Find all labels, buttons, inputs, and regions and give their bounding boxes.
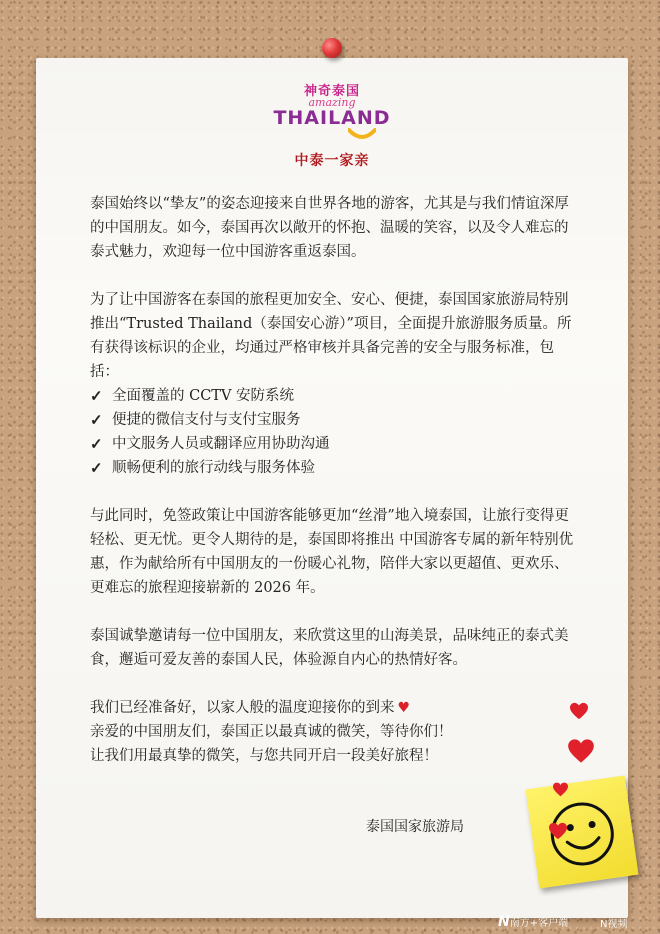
list-item	[90, 432, 576, 456]
thailand-smile-swoosh-icon	[348, 128, 376, 142]
list-item-text: 中文服务人员或翻译应用协助沟通	[112, 436, 330, 452]
watermark-left-text: 南方+客户端	[509, 918, 569, 929]
signature: 泰国国家旅游局	[366, 819, 464, 835]
smiley-face-icon	[526, 776, 639, 889]
checkmark-icon: ✓	[90, 435, 103, 453]
closing-line: 亲爱的中国朋友们，泰国正以最真诚的微笑，等待你们！	[90, 724, 453, 740]
list-item	[90, 456, 576, 480]
letter-body	[90, 192, 576, 768]
paragraph-trusted-thailand: 为了让中国游客在泰国的旅程更加安全、安心、便捷，泰国国家旅游局特别推出“Trusted Thailand（泰国安心游）”项目，全面提升旅游服务质量。所有获得该标识的企业，均通过严格审核并具备完善的安全与服务标准，包括：	[90, 292, 572, 380]
watermark-nanfang	[498, 914, 568, 930]
logo-slogan: 中泰一家亲	[294, 153, 370, 169]
service-checklist	[90, 384, 576, 480]
sticky-note	[526, 776, 639, 889]
list-item-text: 便捷的微信支付与支付宝服务	[112, 412, 301, 428]
paragraph-invitation: 泰国诚挚邀请每一位中国朋友，来欣赏这里的山海美景，品味纯正的泰式美食，邂逅可爱友善的泰国人民，体验源自内心的热情好客。	[90, 628, 569, 668]
heart-icon	[548, 822, 568, 840]
closing-line-text: 我们已经准备好，以家人般的温度迎接你的到来	[90, 700, 395, 716]
checkmark-icon: ✓	[90, 459, 103, 477]
heart-icon	[552, 782, 569, 797]
checkmark-icon: ✓	[90, 411, 103, 429]
checkmark-icon: ✓	[90, 387, 103, 405]
list-item	[90, 408, 576, 432]
list-item	[90, 384, 576, 408]
pushpin-icon	[322, 38, 342, 58]
paragraph-visa-free: 与此同时，免签政策让中国游客能够更加“丝滑”地入境泰国，让旅行变得更轻松、更无忧。更令人期待的是，泰国即将推出 中国游客专属的新年特别优惠，作为献给所有中国朋友的一份暖心礼物，陪伴大家以更超值、更欢乐、更难忘的旅程迎接崭新的 2026 年。	[90, 508, 574, 596]
heart-icon	[567, 738, 595, 764]
closing-line	[90, 696, 576, 720]
logo-amazing-text: amazing	[308, 96, 356, 109]
nanfang-logo-icon: N	[498, 914, 510, 930]
logo-chinese-text: 神奇泰国	[303, 84, 360, 99]
list-item-text: 顺畅便利的旅行动线与服务体验	[112, 460, 315, 476]
list-item-text: 全面覆盖的 CCTV 安防系统	[112, 388, 295, 404]
closing-lines	[90, 696, 576, 768]
closing-line: 让我们用最真挚的微笑，与您共同开启一段美好旅程！	[90, 748, 438, 764]
watermark-nvideo: N视频	[600, 919, 628, 930]
paragraph-welcome: 泰国始终以“挚友”的姿态迎接来自世界各地的游客，尤其是与我们情谊深厚的中国朋友。如今，泰国再次以敞开的怀抱、温暖的笑容，以及令人难忘的泰式魅力，欢迎每一位中国游客重返泰国。	[90, 196, 569, 260]
heart-icon	[569, 702, 589, 720]
heart-icon: ♥	[397, 700, 411, 716]
logo-thailand-text: THAILAND	[273, 107, 391, 129]
